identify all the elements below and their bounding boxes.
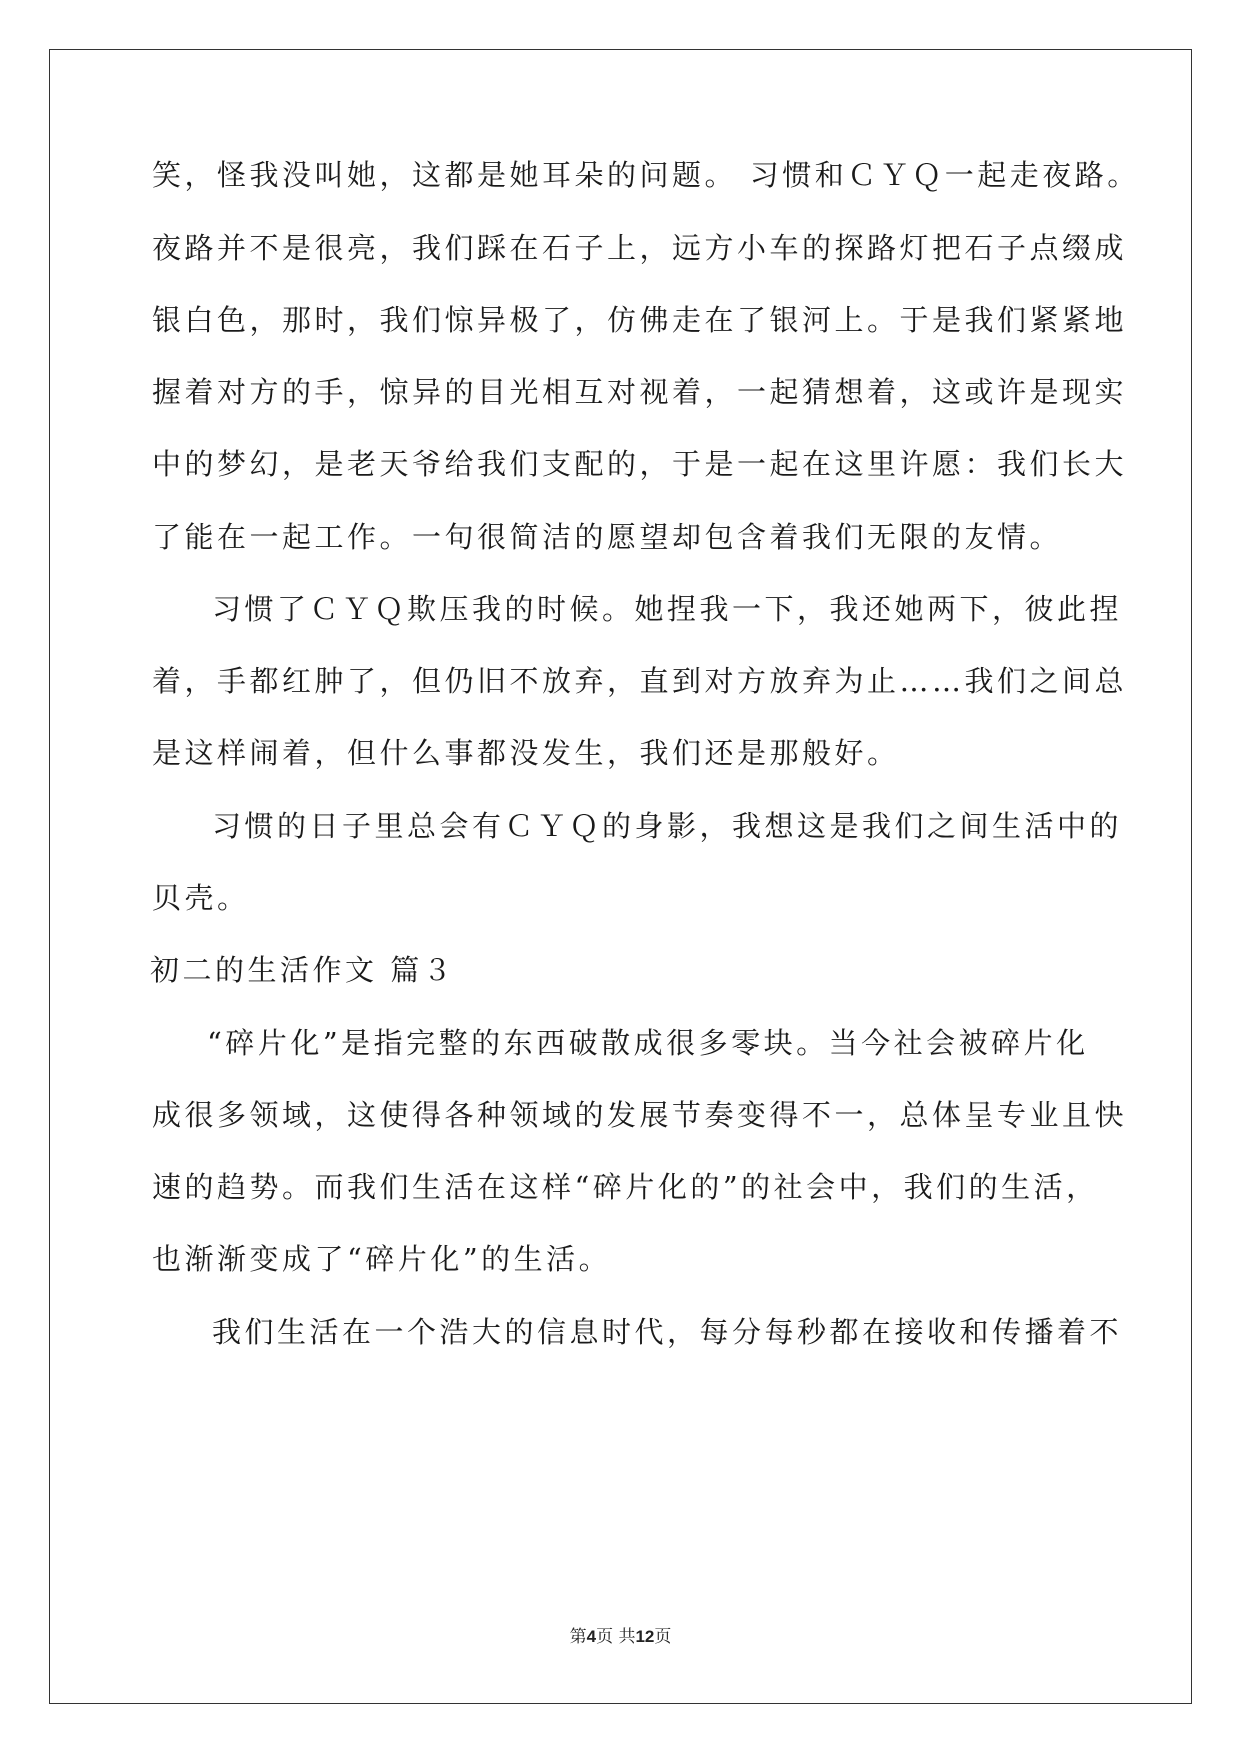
paragraph-first-line: 我们生活在一个浩大的信息时代，每分每秒都在接收和传播着不 (212, 1315, 1123, 1349)
body-line: 速的趋势。而我们生活在这样“碎片化的”的社会中，我们的生活， (152, 1170, 1099, 1204)
footer-mid: 页 共 (596, 1627, 636, 1647)
footer-prefix: 第 (569, 1627, 587, 1647)
section-heading: 初二的生活作文 篇３ (150, 953, 456, 987)
body-line: 中的梦幻，是老天爷给我们支配的，于是一起在这里许愿：我们长大 (152, 447, 1128, 481)
body-line: 夜路并不是很亮，我们踩在石子上，远方小车的探路灯把石子点缀成 (152, 231, 1128, 265)
body-line: 是这样闹着，但什么事都没发生，我们还是那般好。 (152, 736, 900, 770)
paragraph-first-line: “碎片化”是指完整的东西破散成很多零块。当今社会被碎片化 (207, 1026, 1089, 1060)
footer-suffix: 页 (654, 1627, 672, 1647)
body-line: 也渐渐变成了“碎片化”的生活。 (152, 1242, 612, 1276)
body-line: 握着对方的手，惊异的目光相互对视着，一起猜想着，这或许是现实 (152, 375, 1128, 409)
page-footer (0, 1622, 1241, 1647)
footer-total-pages: 12 (635, 1627, 655, 1646)
paragraph-first-line: 习惯了ＣＹＱ欺压我的时候。她捏我一下，我还她两下，彼此捏 (212, 592, 1123, 626)
page-border (49, 49, 1192, 1704)
body-line: 笑，怪我没叫她，这都是她耳朵的问题。 习惯和ＣＹＱ一起走夜路。 (152, 158, 1140, 192)
body-line: 了能在一起工作。一句很简洁的愿望却包含着我们无限的友情。 (152, 520, 1063, 554)
paragraph-first-line: 习惯的日子里总会有ＣＹＱ的身影，我想这是我们之间生活中的 (212, 809, 1123, 843)
footer-page-number: 4 (586, 1627, 597, 1646)
body-line: 成很多领域，这使得各种领域的发展节奏变得不一，总体呈专业且快 (152, 1098, 1128, 1132)
body-line: 贝壳。 (152, 881, 250, 915)
body-line: 着，手都红肿了，但仍旧不放弃，直到对方放弃为止……我们之间总 (152, 664, 1128, 698)
body-line: 银白色，那时，我们惊异极了，仿佛走在了银河上。于是我们紧紧地 (152, 303, 1128, 337)
